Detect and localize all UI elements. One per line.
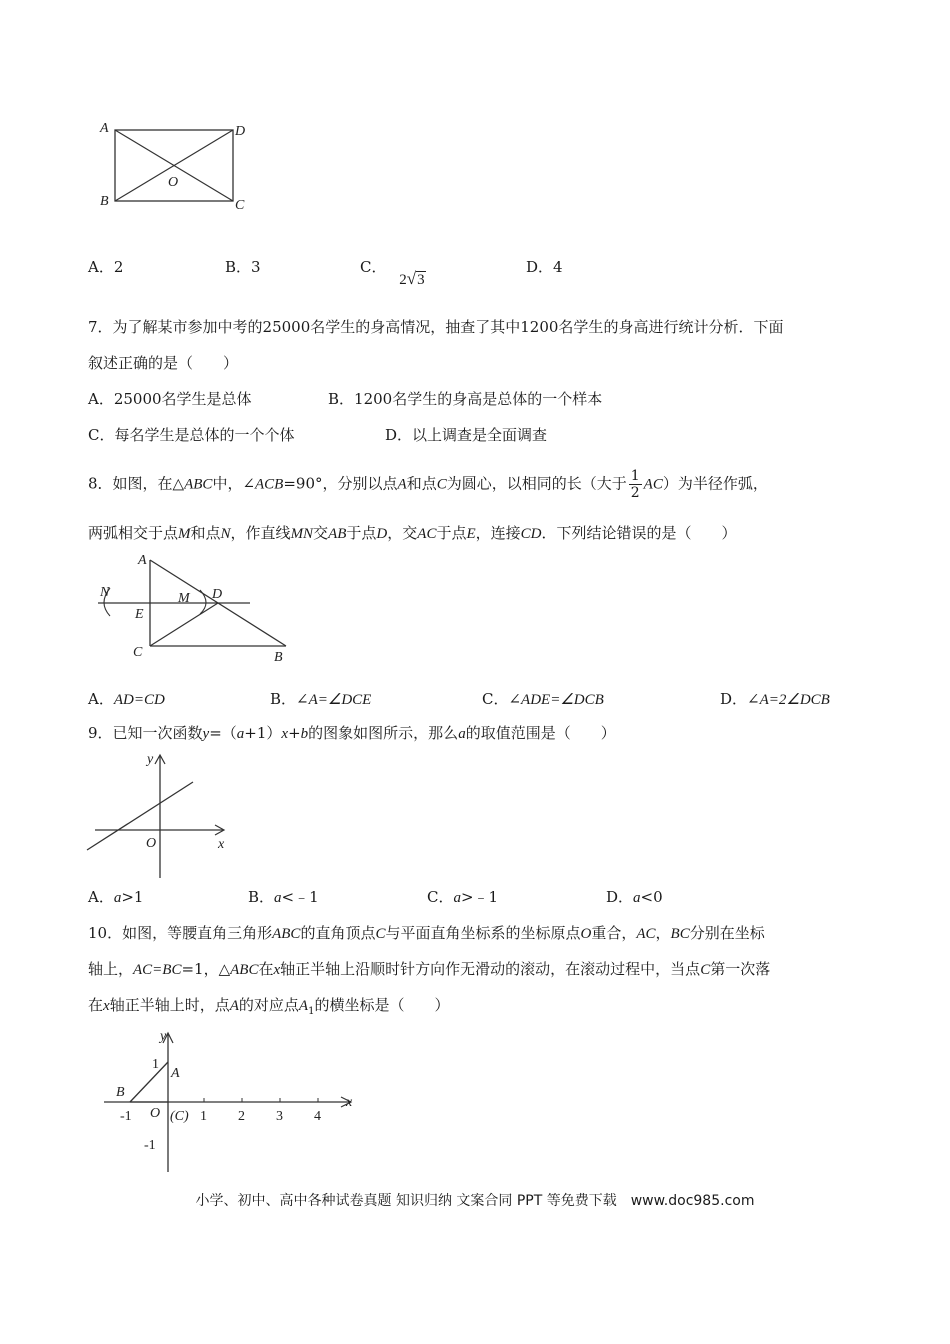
q10-t3: 与平面直角坐标系的坐标原点 — [385, 924, 581, 942]
q8-l2-E: E — [466, 526, 476, 542]
q8-abc: ABC — [184, 476, 213, 493]
label-M: M — [178, 591, 190, 606]
q9-a-val: >1 — [121, 888, 144, 906]
q8-l2-t8: ，连接 — [475, 524, 521, 542]
q8-option-d — [720, 688, 830, 709]
q9-t2: =（ — [209, 724, 237, 742]
q9-t3: +1） — [244, 724, 282, 742]
q8-l2-N: N — [220, 526, 231, 542]
label-B: B — [274, 650, 283, 665]
tick-x-neg1: -1 — [120, 1109, 132, 1124]
tick-y-1: 1 — [152, 1057, 159, 1072]
q8-l2-MN: MN — [290, 526, 314, 542]
q9-t5: 的图象如图所示，那么 — [308, 724, 459, 742]
q10-l2-x: x — [273, 962, 281, 978]
label-O: O — [150, 1106, 161, 1121]
q8-a-val: AD=CD — [113, 692, 165, 708]
q9-a-var: a — [113, 890, 122, 906]
q9-t4: + — [288, 724, 301, 742]
q10-line-2 — [88, 958, 770, 979]
q10-l2-eq: AC=BC — [133, 962, 182, 978]
q9-a2: a — [458, 726, 466, 742]
q9-c-pre: C． — [427, 888, 454, 906]
label-O: O — [146, 836, 157, 851]
q9-option-d — [606, 886, 663, 907]
label-x: x — [218, 837, 225, 852]
q7-option-d: D．以上调查是全面调查 — [385, 426, 548, 444]
q10-l3-t4: 的横坐标是（ ） — [314, 996, 450, 1014]
q10-c: C — [375, 926, 386, 942]
q10-t1: 10．如图，等腰直角三角形 — [88, 924, 273, 942]
tick-x-4: 4 — [314, 1109, 321, 1124]
q8-b-val: A=∠DCE — [308, 692, 372, 708]
q10-t4: 重合， — [591, 924, 637, 942]
coordinate-rolling-figure — [100, 1024, 365, 1176]
q10-l3-t1: 在 — [88, 996, 104, 1014]
q7-option-a: A．25000名学生是总体 — [88, 390, 252, 408]
q10-l2-abc: ABC — [230, 962, 259, 978]
q8-t5: 为圆心，以相同的长（大于 — [446, 474, 627, 493]
label-A: A — [100, 121, 109, 136]
q8-frac-num: 1 — [630, 468, 640, 484]
page-footer: 小学、初中、高中各种试卷真题 知识归纳 文案合同 PPT 等免费下载 www.doc985.com — [195, 1193, 755, 1209]
q10-l2-t5: 第一次落 — [710, 960, 771, 978]
q8-option-a — [88, 688, 165, 709]
q9-d-var: a — [633, 890, 641, 906]
q6-option-b: B．3 — [225, 258, 261, 276]
label-B: B — [116, 1085, 125, 1100]
q9-b-var: a — [274, 890, 282, 906]
q10-l3-sub: 1 — [308, 1006, 315, 1017]
q9-t6: 的取值范围是（ ） — [465, 724, 616, 742]
q8-l2-t1: 两弧相交于点 — [88, 524, 179, 542]
q8-b-pre: B．∠ — [270, 690, 309, 708]
q8-frac-den: 2 — [630, 485, 640, 501]
q8-a-pre: A． — [88, 690, 114, 708]
label-D: D — [212, 587, 223, 602]
q10-o: O — [580, 926, 592, 942]
q10-l2-t2: =1，△ — [181, 960, 231, 978]
q9-c-val: >﹣1 — [460, 888, 499, 906]
tick-x-2: 2 — [238, 1109, 245, 1124]
q8-c-pre: C．∠ — [482, 690, 522, 708]
q8-line-2 — [88, 522, 737, 543]
q10-line-1 — [88, 922, 765, 943]
label-C: (C) — [170, 1109, 189, 1124]
q8-A: A — [397, 476, 407, 493]
q8-t6: ）为半径作弧， — [662, 474, 768, 493]
q10-bc: BC — [670, 926, 690, 942]
q8-l2-t2: 和点 — [190, 524, 221, 542]
q8-t3: =90°，分别以点 — [283, 474, 398, 493]
q8-l2-t6: ，交 — [387, 524, 418, 542]
q8-C: C — [436, 476, 447, 493]
q8-l2-AC: AC — [417, 526, 437, 542]
tick-x-3: 3 — [276, 1109, 283, 1124]
q8-l2-t3: ，作直线 — [230, 524, 291, 542]
label-A: A — [171, 1066, 180, 1081]
q10-l2-c: C — [700, 962, 711, 978]
q8-t4: 和点 — [406, 474, 437, 493]
q10-ac: AC — [636, 926, 656, 942]
q10-l3-t2: 轴正半轴上时，点 — [109, 996, 230, 1014]
q7-line-1: 7．为了解某市参加中考的25000名学生的身高情况，抽查了其中1200名学生的身高进行统计分析．下面 — [88, 318, 784, 336]
q10-t5: ， — [655, 924, 671, 942]
label-C: C — [133, 645, 143, 660]
q10-l2-t4: 轴正半轴上沿顺时针方向作无滑动的滚动，在滚动过程中，当点 — [280, 960, 701, 978]
q9-option-a — [88, 886, 143, 907]
q8-l2-M: M — [178, 526, 191, 542]
q8-l2-t5: 于点 — [346, 524, 377, 542]
tick-y-neg1: -1 — [144, 1138, 156, 1153]
q9-d-val: <0 — [640, 888, 663, 906]
q8-acb: ACB — [255, 476, 284, 493]
q10-line-3 — [88, 994, 449, 1017]
rectangle-figure — [95, 115, 255, 220]
q9-y: y — [202, 726, 210, 742]
q8-fraction — [629, 468, 642, 501]
q8-l2-D: D — [376, 526, 388, 542]
q9-d-pre: D． — [606, 888, 634, 906]
q8-t2: 中，∠ — [212, 474, 256, 493]
q9-b: b — [300, 726, 309, 742]
q6-c-rad: 3 — [417, 272, 425, 288]
q8-l2-AB: AB — [328, 526, 347, 542]
q10-t2: 的直角顶点 — [300, 924, 376, 942]
tick-x-1: 1 — [200, 1109, 207, 1124]
label-y: y — [160, 1029, 167, 1044]
q7-option-b: B．1200名学生的身高是总体的一个样本 — [328, 390, 603, 408]
label-C: C — [235, 198, 245, 213]
q9-a: a — [236, 726, 245, 742]
label-D: D — [235, 124, 246, 139]
q8-d-val: A=2∠DCB — [759, 692, 830, 708]
q9-option-c — [427, 886, 498, 907]
q8-option-c — [482, 688, 604, 709]
q8-d-pre: D．∠ — [720, 690, 760, 708]
q8-l2-t4: 交 — [313, 524, 329, 542]
q7-line-2: 叙述正确的是（ ） — [88, 354, 239, 372]
q10-abc: ABC — [272, 926, 301, 942]
label-N: N — [100, 585, 110, 600]
label-A: A — [138, 553, 147, 568]
q6-option-d: D．4 — [526, 258, 563, 276]
label-O: O — [168, 175, 179, 190]
q8-option-b — [270, 688, 371, 709]
q8-line-1 — [88, 468, 768, 501]
q9-x: x — [281, 726, 289, 742]
q10-l3-a1: A — [298, 998, 309, 1014]
q9-a-pre: A． — [88, 888, 114, 906]
q9-t1: 9．已知一次函数 — [88, 724, 203, 742]
q10-l3-x: x — [103, 998, 110, 1014]
q8-l2-t7: 于点 — [436, 524, 467, 542]
q8-l2-t9: ．下列结论错误的是（ ） — [541, 524, 737, 542]
q6-c-coef: 2 — [399, 272, 407, 288]
q8-AC: AC — [643, 476, 663, 493]
q9-c-var: a — [453, 890, 461, 906]
q9-line — [88, 722, 616, 743]
q9-b-pre: B． — [248, 888, 275, 906]
q8-c-val: ADE=∠DCB — [521, 692, 604, 708]
q8-l2-CD: CD — [520, 526, 542, 542]
q6-option-c-prefix: C． — [360, 258, 387, 276]
triangle-construction-figure — [88, 548, 298, 670]
q10-l2-t1: 轴上， — [88, 960, 134, 978]
q8-t1: 8．如图，在△ — [88, 474, 185, 493]
label-x: x — [346, 1095, 353, 1110]
q9-b-val: <﹣1 — [281, 888, 319, 906]
q10-t6: 分别在坐标 — [689, 924, 765, 942]
q10-l3-a: A — [229, 998, 239, 1014]
label-y: y — [147, 752, 154, 767]
q6-option-c: C． 2√3 — [360, 258, 425, 288]
q7-option-c: C．每名学生是总体的一个个体 — [88, 426, 295, 444]
label-E: E — [135, 607, 144, 622]
label-B: B — [100, 194, 109, 209]
q6-option-a: A．2 — [88, 258, 124, 276]
q10-l3-t3: 的对应点 — [238, 996, 299, 1014]
q10-l2-t3: 在 — [258, 960, 274, 978]
q9-option-b — [248, 886, 319, 907]
linear-function-figure — [85, 750, 235, 882]
